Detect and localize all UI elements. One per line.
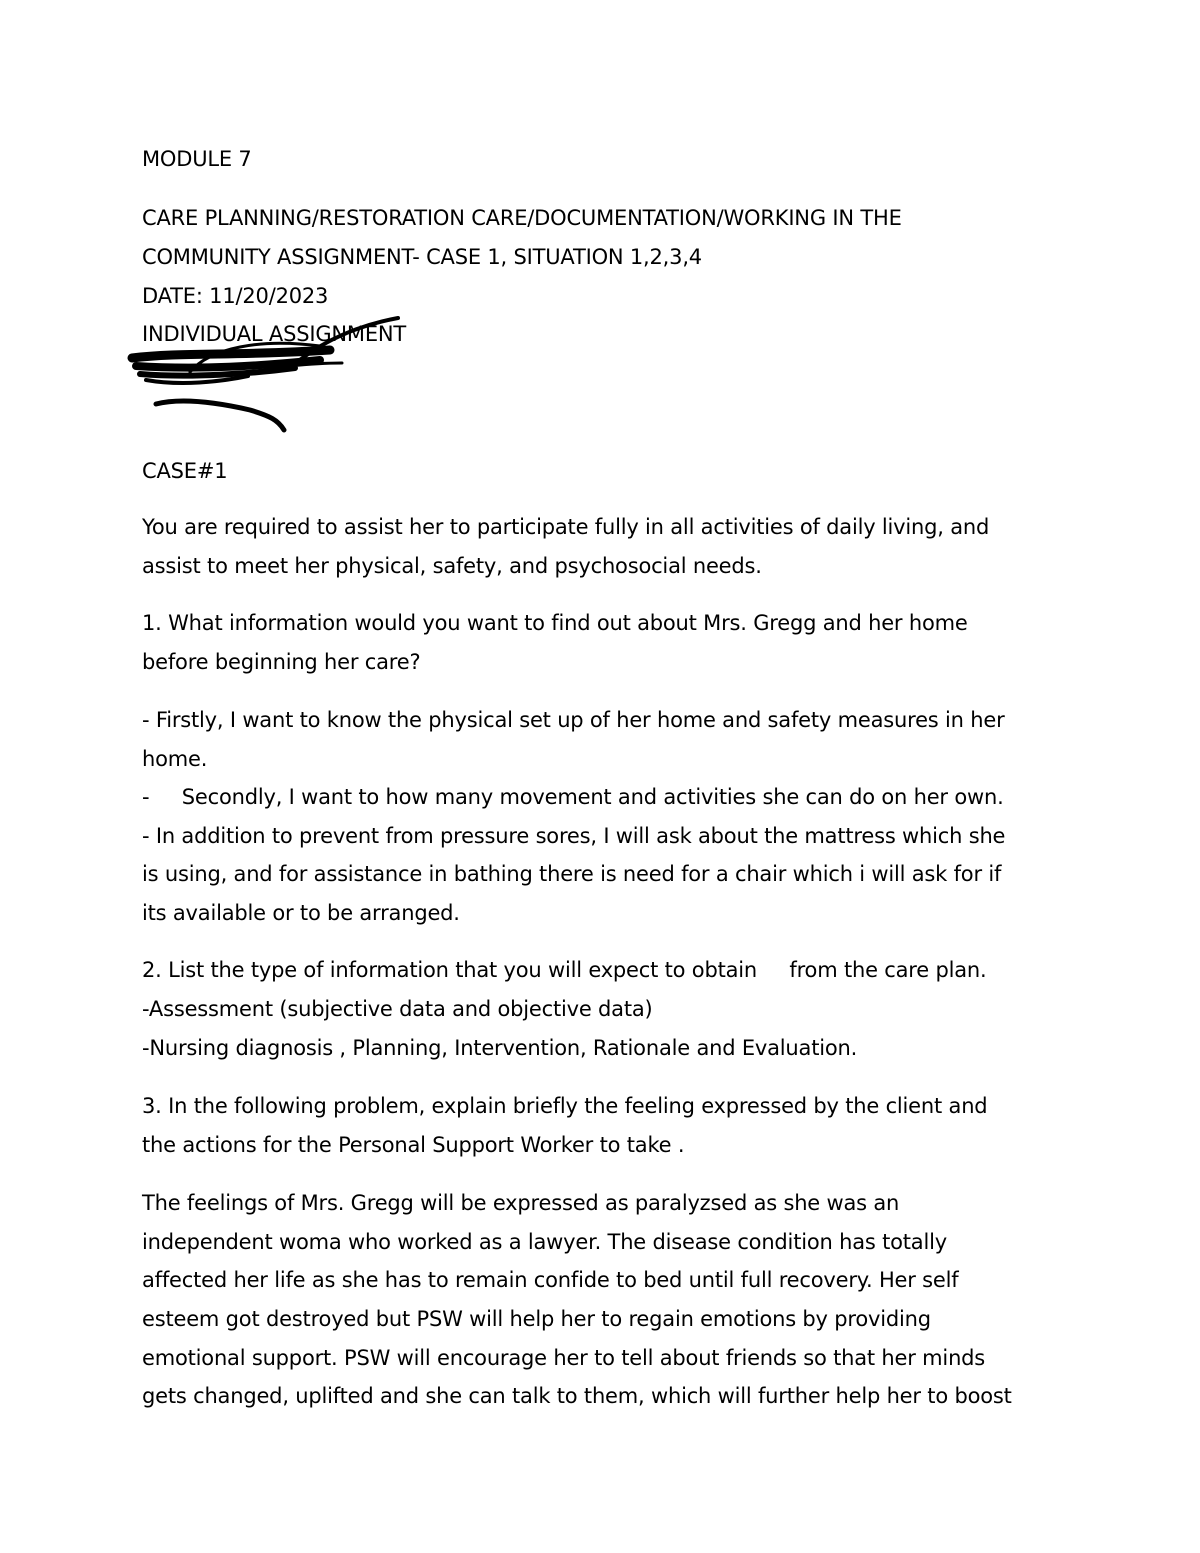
answer-1-line-3: - Secondly, I want to how many movement and activities she can do on her own. [142,785,1004,809]
question-1-line-1: 1. What information would you want to find out about Mrs. Gregg and her home [142,611,968,635]
answer-3-line-3: affected her life as she has to remain confide to bed until full recovery. Her self [142,1268,959,1292]
answer-3-line-1: The feelings of Mrs. Gregg will be expressed as paralyzsed as she was an [142,1191,900,1215]
intro-line-2: assist to meet her physical, safety, and psychosocial needs. [142,554,762,578]
assignment-type: INDIVIDUAL ASSIGNMENT [142,322,407,346]
answer-3-line-2: independent woma who worked as a lawyer. The disease condition has totally [142,1230,947,1254]
answer-1-line-4: - In addition to prevent from pressure sores, I will ask about the mattress which she [142,824,1006,848]
question-2: 2. List the type of information that you will expect to obtain from the care plan. [142,958,987,982]
answer-3-line-4: esteem got destroyed but PSW will help her to regain emotions by providing [142,1307,931,1331]
answer-1-line-5: is using, and for assistance in bathing there is need for a chair which i will ask for if [142,862,1002,886]
question-3-line-2: the actions for the Personal Support Worker to take . [142,1133,685,1157]
answer-2-line-2: -Nursing diagnosis , Planning, Intervention, Rationale and Evaluation. [142,1036,858,1060]
date-line: DATE: 11/20/2023 [142,284,329,308]
case-heading: CASE#1 [142,459,228,483]
module-heading: MODULE 7 [142,147,252,171]
answer-1-line-2: home. [142,747,208,771]
title-line-2: COMMUNITY ASSIGNMENT- CASE 1, SITUATION 1,2,3,4 [142,245,702,269]
answer-1-line-6: its available or to be arranged. [142,901,460,925]
redaction-scribble [120,308,420,438]
question-1-line-2: before beginning her care? [142,650,421,674]
answer-2-line-1: -Assessment (subjective data and objective data) [142,997,653,1021]
title-line-1: CARE PLANNING/RESTORATION CARE/DOCUMENTATION/WORKING IN THE [142,206,902,230]
intro-line-1: You are required to assist her to participate fully in all activities of daily living, and [142,515,990,539]
answer-3-line-6: gets changed, uplifted and she can talk to them, which will further help her to boost [142,1384,1012,1408]
question-3-line-1: 3. In the following problem, explain briefly the feeling expressed by the client and [142,1094,988,1118]
answer-1-line-1: - Firstly, I want to know the physical set up of her home and safety measures in her [142,708,1005,732]
answer-3-line-5: emotional support. PSW will encourage her to tell about friends so that her minds [142,1346,986,1370]
